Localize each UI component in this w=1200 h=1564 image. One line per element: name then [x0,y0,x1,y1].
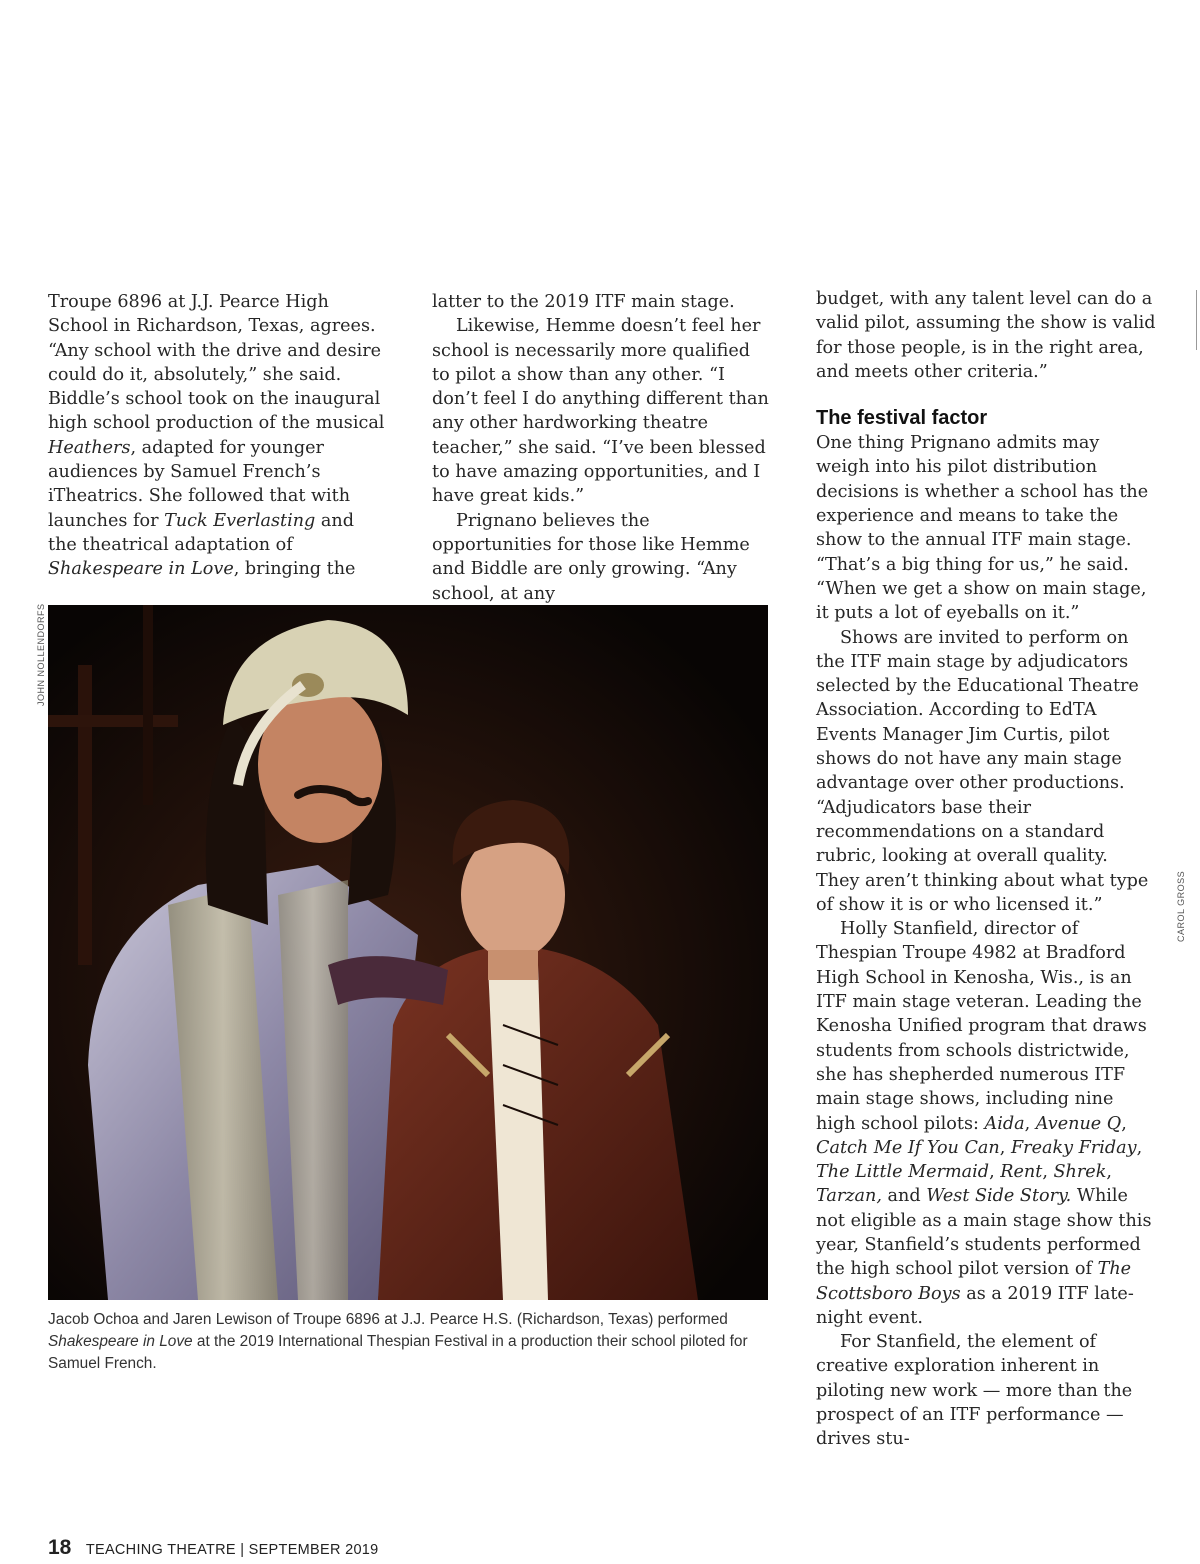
photo-caption [48,1309,768,1375]
article-column-1 [48,290,388,582]
show-title: The Little Mermaid [816,1162,990,1183]
show-title: Freaky Friday [1010,1137,1137,1158]
separator: , [1024,1113,1036,1134]
show-title-tuck-everlasting: Tuck Everlasting [164,510,316,531]
column2-paragraph-1: latter to the 2019 ITF main stage. [432,292,735,312]
body-text: , adapted for younger audiences by Samuel French’s iTheatrics. She followed that with launches for [48,437,351,531]
show-title: Catch Me If You Can [816,1137,1000,1158]
caption-show-title: Shakespeare in Love [48,1333,193,1350]
column2-paragraph-2: Likewise, Hemme doesn’t feel her school is necessarily more qualified to pilot a show than any other. “I don’t feel I do anything different than any other hardworking theatre teacher,” she said. “I’ve been blessed to have amazing opportunities, and I have great kids.” [432,316,769,507]
separator: , [1042,1162,1054,1183]
separator: , [999,1137,1011,1158]
column3-paragraph-2: One thing Prignano admits may weigh into his pilot distribution decisions is whether a school has the experience and means to take the show to the annual ITF main stage. “That’s a big thing for us,” he said. “When we get a show on main stage, it puts a lot of eyeballs on it.” [816,433,1149,624]
column3-paragraph-1: budget, with any talent level can do a valid pilot, assuming the show is valid for those people, is in the right area, and meets other criteria.” [816,289,1156,382]
margin-rule [1196,290,1197,350]
body-text: , bringing the [233,559,356,580]
caption-text [48,1309,768,1375]
body-text: While not eligible as a main stage show this year, Stanfield’s students performed the high school pilot version of [816,1186,1152,1280]
section-heading: The festival factor [816,407,988,430]
column3-paragraph-4 [816,917,1156,1330]
page-footer [48,1536,379,1560]
page-number: 18 [48,1536,72,1559]
stage-photo-illustration [48,605,768,1300]
photo-credit-left: JOHN NOLLENDORFS [36,603,46,706]
publication-line: TEACHING THEATRE | SEPTEMBER 2019 [85,1542,379,1558]
column3-paragraph-5: For Stanfield, the element of creative exploration inherent in piloting new work — more than the prospect of an ITF performance — drives stu- [816,1332,1133,1450]
stage-photo [48,605,768,1300]
show-title: Shrek [1053,1162,1107,1183]
separator: and [881,1186,927,1207]
caption-part: at the 2019 International Thespian Festival in a production their school piloted for Samuel French. [48,1333,748,1372]
caption-part: Jacob Ochoa and Jaren Lewison of Troupe 6896 at J.J. Pearce H.S. (Richardson, Texas) performed [48,1311,728,1328]
show-title-shakespeare-in-love: Shakespeare in Love [48,559,234,580]
body-text: Holly Stanfield, director of Thespian Troupe 4982 at Bradford High School in Kenosha, Wis., is an ITF main stage veteran. Leading the Kenosha Unified program that draws students from schools districtwide, she has shepherded numerous ITF main stage shows, including nine high school pilots: [816,919,1147,1134]
separator: , [1106,1162,1112,1183]
separator: , [1121,1113,1127,1134]
show-title-heathers: Heathers [48,437,131,458]
body-text: Troupe 6896 at J.J. Pearce High School in Richardson, Texas, agrees. “Any school with the drive and desire could do it, absolutely,” she said. Biddle’s school took on the inaugural high school production of the musical [48,292,385,434]
show-title: Rent [1000,1162,1043,1183]
column2-paragraph-3: Prignano believes the opportunities for those like Hemme and Biddle are only growing. “Any school, at any [432,510,750,604]
body-text: and the theatrical adaptation of [48,510,355,555]
article-column-2 [432,290,772,606]
photo-credit-right: CAROL GROSS [1176,870,1186,942]
show-title: Avenue Q [1035,1113,1122,1134]
article-column-3 [816,287,1156,1452]
column1-paragraph-1 [48,290,388,582]
show-title-scottsboro-boys: The Scottsboro Boys [816,1259,1132,1304]
show-title: Aida [984,1113,1025,1134]
column3-paragraph-3: Shows are invited to perform on the ITF main stage by adjudicators selected by the Educational Theatre Association. According to EdTA Events Manager Jim Curtis, pilot shows do not have any main stage advantage over other productions. “Adjudicators base their recommendations on a standard rubric, looking at overall quality. They aren’t thinking about what type of show it is or who licensed it.” [816,627,1149,915]
body-text: as a 2019 ITF late-night event. [816,1283,1134,1328]
show-title: Tarzan, [816,1186,882,1207]
separator: , [1136,1137,1143,1158]
separator: , [989,1162,1001,1183]
show-title: West Side Story. [926,1186,1072,1207]
